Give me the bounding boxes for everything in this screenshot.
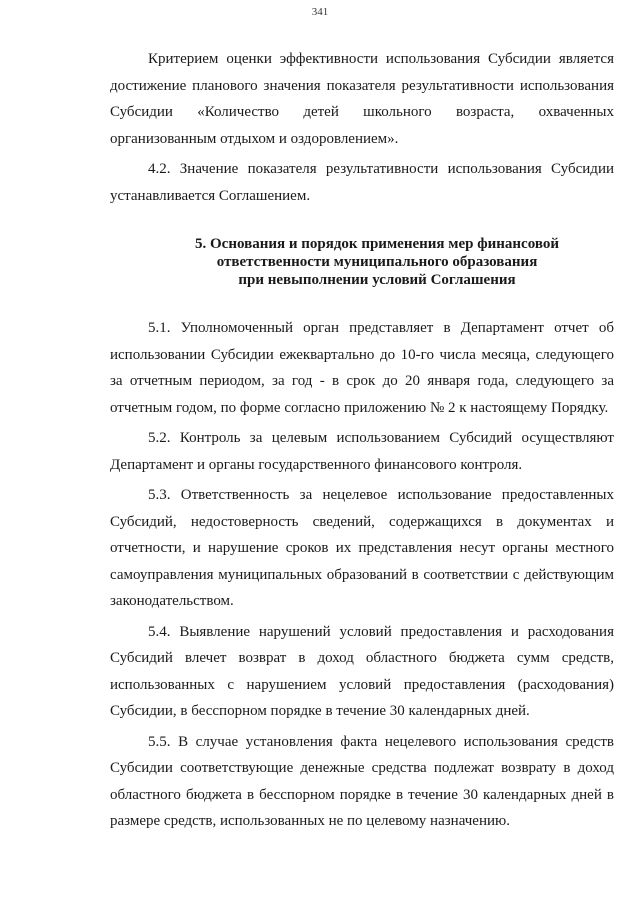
paragraph-4-2: 4.2. Значение показателя результативности использования Субсидии устанавливается Соглашением. <box>110 161 614 204</box>
section-5-heading <box>110 209 614 315</box>
page-number: 341 <box>311 6 329 18</box>
section-5-heading-line: ответственности муниципального образования <box>216 254 538 270</box>
paragraph-5-4: 5.4. Выявление нарушений условий предоставления и расходования Субсидий влечет возврат в доход областного бюджета сумм средств, использованных с нарушением условий предоставления (расходования) Субсидии, в бесспорном порядке в течение 30 календарных дней. <box>110 623 614 719</box>
paragraph-5-2: 5.2. Контроль за целевым использованием Субсидий осуществляют Департамент и органы государственного финансового контроля. <box>110 430 614 473</box>
section-5-heading-line: 5. Основания и порядок применения мер финансовой <box>195 236 559 252</box>
paragraph-5-3: 5.3. Ответственность за нецелевое использование предоставленных Субсидий, недостоверность сведений, содержащихся в документах и отчетности, и нарушение сроков их представления несут органы местного самоуправления муниципальных образований в соответствии с действующим законодательством. <box>110 487 614 609</box>
paragraph-criterion: Критерием оценки эффективности использования Субсидии является достижение планового значения показателя результативности использования Субсидии «Количество детей школьного возраста, охваченных организованным отдыхом и оздоровлением». <box>110 51 614 147</box>
section-5-heading-line: при невыполнении условий Соглашения <box>238 272 516 288</box>
paragraph-5-1: 5.1. Уполномоченный орган представляет в Департамент отчет об использовании Субсидии ежеквартально до 10-го числа месяца, следующего за отчетным периодом, за год - в срок до 20 января года, следующего за отчетным годом, по форме согласно приложению № 2 к настоящему Порядку. <box>110 320 614 416</box>
document-body <box>110 46 614 835</box>
paragraph-5-5: 5.5. В случае установления факта нецелевого использования средств Субсидии соответствующие денежные средства подлежат возврату в доход областного бюджета в бесспорном порядке в течение 30 календарных дней в размере средств, использованных не по целевому назначению. <box>110 733 614 829</box>
